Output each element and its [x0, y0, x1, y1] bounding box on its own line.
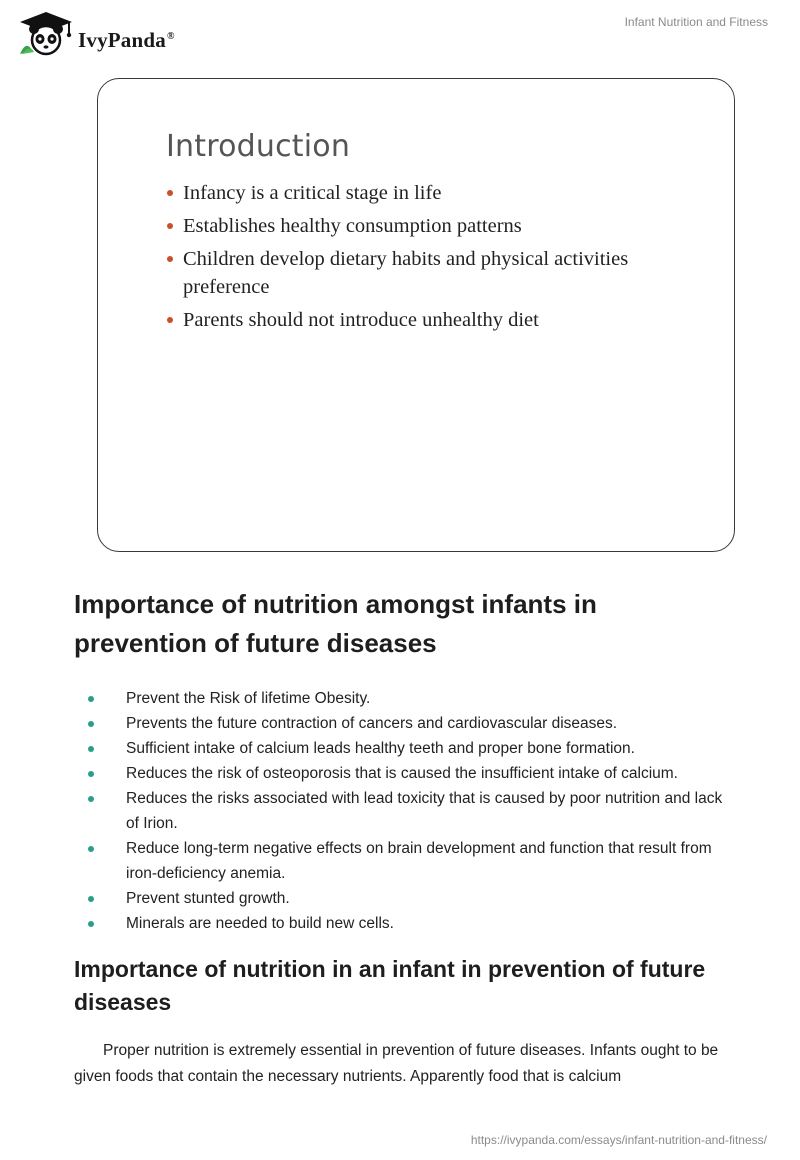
body-paragraph: Proper nutrition is extremely essential in prevention of future diseases. Infants ought to be given foods that contain the necessary nutrients. Apparently food that is calcium: [74, 1042, 719, 1085]
list-item: Prevents the future contraction of cancers and cardiovascular diseases.: [74, 711, 734, 736]
slide-bullet: Infancy is a critical stage in life: [166, 179, 686, 207]
slide-bullet: Parents should not introduce unhealthy diet: [166, 306, 686, 334]
list-item: Prevent stunted growth.: [74, 886, 734, 911]
list-item: Reduces the risk of osteoporosis that is caused the insufficient intake of calcium.: [74, 761, 734, 786]
panda-graduate-icon: [16, 10, 76, 56]
slide-bullet-list: [166, 179, 686, 339]
list-item: Reduce long-term negative effects on brain development and function that result from iron-deficiency anemia.: [74, 836, 734, 886]
list-item: Reduces the risks associated with lead toxicity that is caused by poor nutrition and lack of Irion.: [74, 786, 734, 836]
slide-image: [97, 78, 735, 552]
slide-bullet: Children develop dietary habits and physical activities preference: [166, 245, 686, 301]
slide-bullet: Establishes healthy consumption patterns: [166, 212, 686, 240]
slide-title: Introduction: [166, 129, 351, 164]
list-item: Prevent the Risk of lifetime Obesity.: [74, 686, 734, 711]
section-heading-importance: Importance of nutrition amongst infants in prevention of future diseases: [74, 589, 597, 658]
benefits-list: [74, 686, 734, 936]
site-logo[interactable]: [16, 8, 206, 56]
brand-name: IvyPanda®: [78, 28, 175, 52]
list-item: Sufficient intake of calcium leads healthy teeth and proper bone formation.: [74, 736, 734, 761]
section-heading-infant: Importance of nutrition in an infant in prevention of future diseases: [74, 956, 706, 1015]
source-url[interactable]: https://ivypanda.com/essays/infant-nutrition-and-fitness/: [470, 1133, 767, 1147]
document-title: Infant Nutrition and Fitness: [624, 15, 768, 29]
list-item: Minerals are needed to build new cells.: [74, 911, 734, 936]
